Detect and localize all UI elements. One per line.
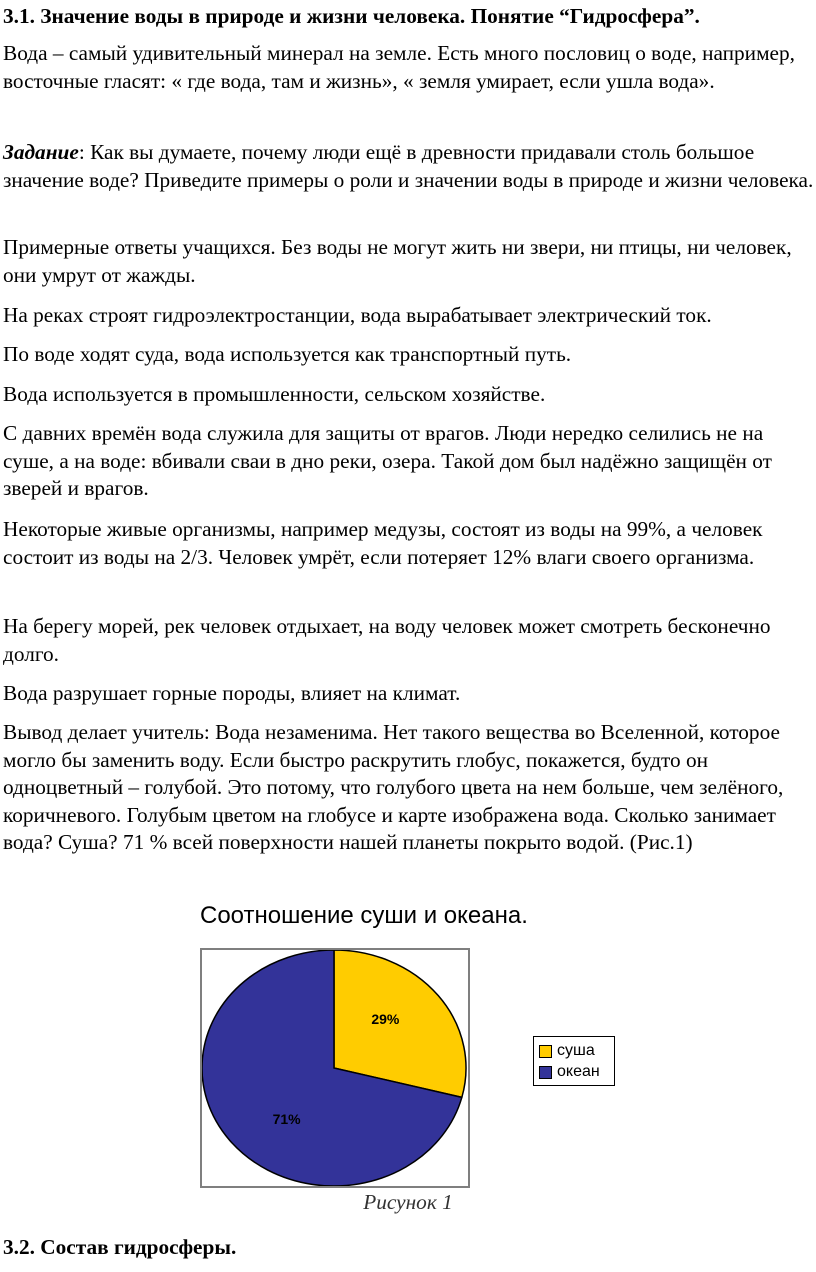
pie-chart xyxy=(202,950,468,1186)
paragraph-proverbs: Вода – самый удивительный минерал на земле. Есть много пословиц о воде, например, восточные гласят: « где вода, там и жизнь», « земля умирает, если ушла вода». xyxy=(3,41,795,93)
paragraph-task xyxy=(3,139,815,194)
paragraph-conclusion: Вывод делает учитель: Вода незаменима. Нет такого вещества во Вселенной, которое могло бы заменить воду. Если быстро раскрутить глобус, покажется, будто он одноцветный – голубой. Это потому, что голубого цвета на нем больше, чем зелёного, коричневого. Голубым цветом на глобусе и карте изображена вода. Сколько занимает вода? Суша? 71 % всей поверхности нашей планеты покрыто водой. (Рис.1) xyxy=(3,720,784,854)
chart-legend xyxy=(533,1036,615,1086)
section-heading-3-2: 3.2. Состав гидросферы. xyxy=(3,1235,237,1259)
pie-label-land: 29% xyxy=(371,1011,400,1028)
paragraph-rest: На берегу морей, рек человек отдыхает, на воду человек может смотреть бесконечно долго. xyxy=(3,614,771,666)
legend-item-ocean xyxy=(539,1062,600,1082)
paragraph-answers: Примерные ответы учащихся. Без воды не могут жить ни звери, ни птицы, ни человек, они умрут от жажды. xyxy=(3,235,792,287)
legend-swatch-ocean xyxy=(539,1066,552,1079)
paragraph-organisms: Некоторые живые организмы, например медузы, состоят из воды на 99%, а человек состоит из воды на 2/3. Человек умрёт, если потеряет 12% влаги своего организма. xyxy=(3,517,763,569)
paragraph-protection: С давних времён вода служила для защиты от врагов. Люди нередко селились не на суше, а на воде: вбивали сваи в дно реки, озера. Такой дом был надёжно защищён от зверей и врагов. xyxy=(3,421,772,500)
paragraph-industry: Вода используется в промышленности, сельском хозяйстве. xyxy=(3,382,546,406)
paragraph-ships: По воде ходят суда, вода используется как транспортный путь. xyxy=(3,342,572,366)
chart-plot-area xyxy=(200,948,470,1188)
task-text: : Как вы думаете, почему люди ещё в древности придавали столь большое значение воде? Приведите примеры о роли и значении воды в природе и жизни человека. xyxy=(3,140,814,192)
chart-title: Соотношение суши и океана. xyxy=(200,902,528,929)
legend-label-ocean: океан xyxy=(557,1063,600,1080)
pie-label-ocean: 71% xyxy=(272,1110,301,1127)
legend-item-land xyxy=(539,1041,595,1061)
figure-caption: Рисунок 1 xyxy=(363,1190,453,1214)
task-label: Задание xyxy=(3,140,79,164)
legend-swatch-land xyxy=(539,1045,552,1058)
legend-label-land: суша xyxy=(557,1042,595,1059)
paragraph-rocks: Вода разрушает горные породы, влияет на климат. xyxy=(3,681,461,705)
section-heading-3-1: 3.1. Значение воды в природе и жизни человека. Понятие “Гидросфера”. xyxy=(3,4,700,28)
paragraph-hydro: На реках строят гидроэлектростанции, вода вырабатывает электрический ток. xyxy=(3,303,712,327)
